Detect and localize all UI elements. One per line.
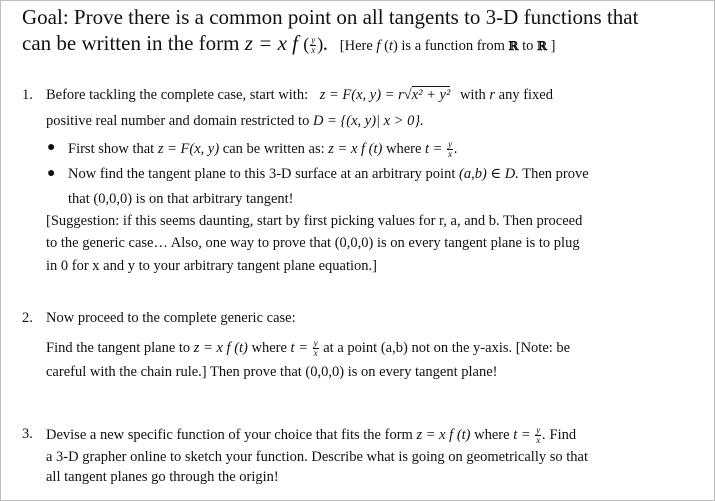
item2-line3 (46, 364, 498, 381)
b1-text: First show that (68, 140, 155, 157)
item1-formula: z = F(x, y) = r√x² + y² (319, 87, 451, 103)
b2-tail: Then prove (522, 166, 589, 182)
suggestion-line2 (46, 235, 580, 252)
i3-where: where (474, 426, 510, 443)
b2-end: is on that arbitrary tangent! (135, 191, 294, 207)
i2-text-a: Find the tangent plane to (46, 339, 191, 356)
item3-number: 3. (22, 426, 33, 442)
goal-line-1 (22, 5, 638, 30)
i2-at: at a point (323, 339, 378, 356)
suggestion-line3: in 0 for x and y to your arbitrary tangent plane equation.] (46, 258, 377, 274)
item1-domain: D = {(x, y)| x > 0}. (312, 113, 424, 129)
b1-c: z = x f (t) (328, 140, 383, 157)
goal-note: [Here f (t) is a function from ℝ to ℝ ] (339, 38, 556, 54)
item3-line1 (46, 426, 576, 445)
i2-formula: z = x f (t) (193, 339, 248, 356)
item1-line1 (46, 87, 553, 104)
i3-formula: z = x f (t) (416, 426, 471, 443)
item1-number: 1. (22, 87, 33, 103)
sugg-end: is on every tangent plane is to plug (377, 235, 580, 251)
item1-intro: Before tackling the complete case, start with: (46, 87, 309, 103)
item1-domain-text: positive real number and domain restricted to (46, 113, 310, 129)
i3-t: t = $\frac{y}{x}$ . (513, 425, 546, 445)
bullet-dot-1: ● (47, 140, 56, 155)
b2-text: Now find the tangent plane to this 3-D surface at an arbitrary point (68, 166, 456, 182)
item1-line2 (46, 113, 424, 130)
b1-a: z = F(x, y) (157, 140, 220, 157)
item3-line3: all tangent planes go through the origin! (46, 469, 279, 485)
i3-find: Find (549, 426, 577, 443)
goal-text-2: can be written in the form (22, 31, 240, 55)
sugg-text: to the generic case… Also, one way to prove that (46, 235, 332, 251)
item2-line1: Now proceed to the complete generic case: (46, 310, 296, 326)
i2-t: t = $\frac{y}{x}$ (290, 338, 318, 358)
bullet-dot-2: ● (47, 166, 56, 181)
item1-bullet2-line1 (68, 166, 589, 183)
item3-line2: a 3-D grapher online to sketch your function. Describe what is going on geometrically so that (46, 449, 588, 465)
i2-note: not on the y-axis. [Note: be (411, 339, 571, 356)
goal-text-1: Goal: Prove there is a common point on all tangents to 3-D functions that (22, 5, 639, 29)
sugg-origin: (0,0,0) (334, 235, 374, 251)
i2-point: (a,b) (380, 339, 408, 356)
i2-end: is on every tangent plane! (347, 364, 498, 380)
b1-e: t = $\frac{y}{x}$ . (425, 139, 458, 159)
b1-b: can be written as: (222, 140, 325, 157)
goal-formula: z = x f ( $\frac{y}{x}$ ). (244, 31, 329, 55)
item1-bullet2-line2 (68, 191, 294, 208)
item1-bullet1 (68, 140, 458, 159)
suggestion-line1: [Suggestion: if this seems daunting, start by first picking values for r, a, and b. Then proceed (46, 213, 583, 229)
i2-origin: (0,0,0) (305, 364, 345, 380)
item2-number: 2. (22, 310, 33, 326)
i2-where: where (251, 339, 287, 356)
goal-line-2 (22, 31, 555, 56)
item1-fixed: with r any fixed (459, 87, 553, 103)
b2-that: that (68, 191, 90, 207)
i2-careful: careful with the chain rule.] Then prove that (46, 364, 302, 380)
b2-origin: (0,0,0) (93, 191, 133, 207)
i3-text: Devise a new specific function of your choice that fits the form (46, 426, 413, 443)
b2-point: (a,b) ∈ D. (458, 166, 519, 182)
b1-d: where (385, 140, 422, 157)
item2-line2 (46, 339, 570, 358)
